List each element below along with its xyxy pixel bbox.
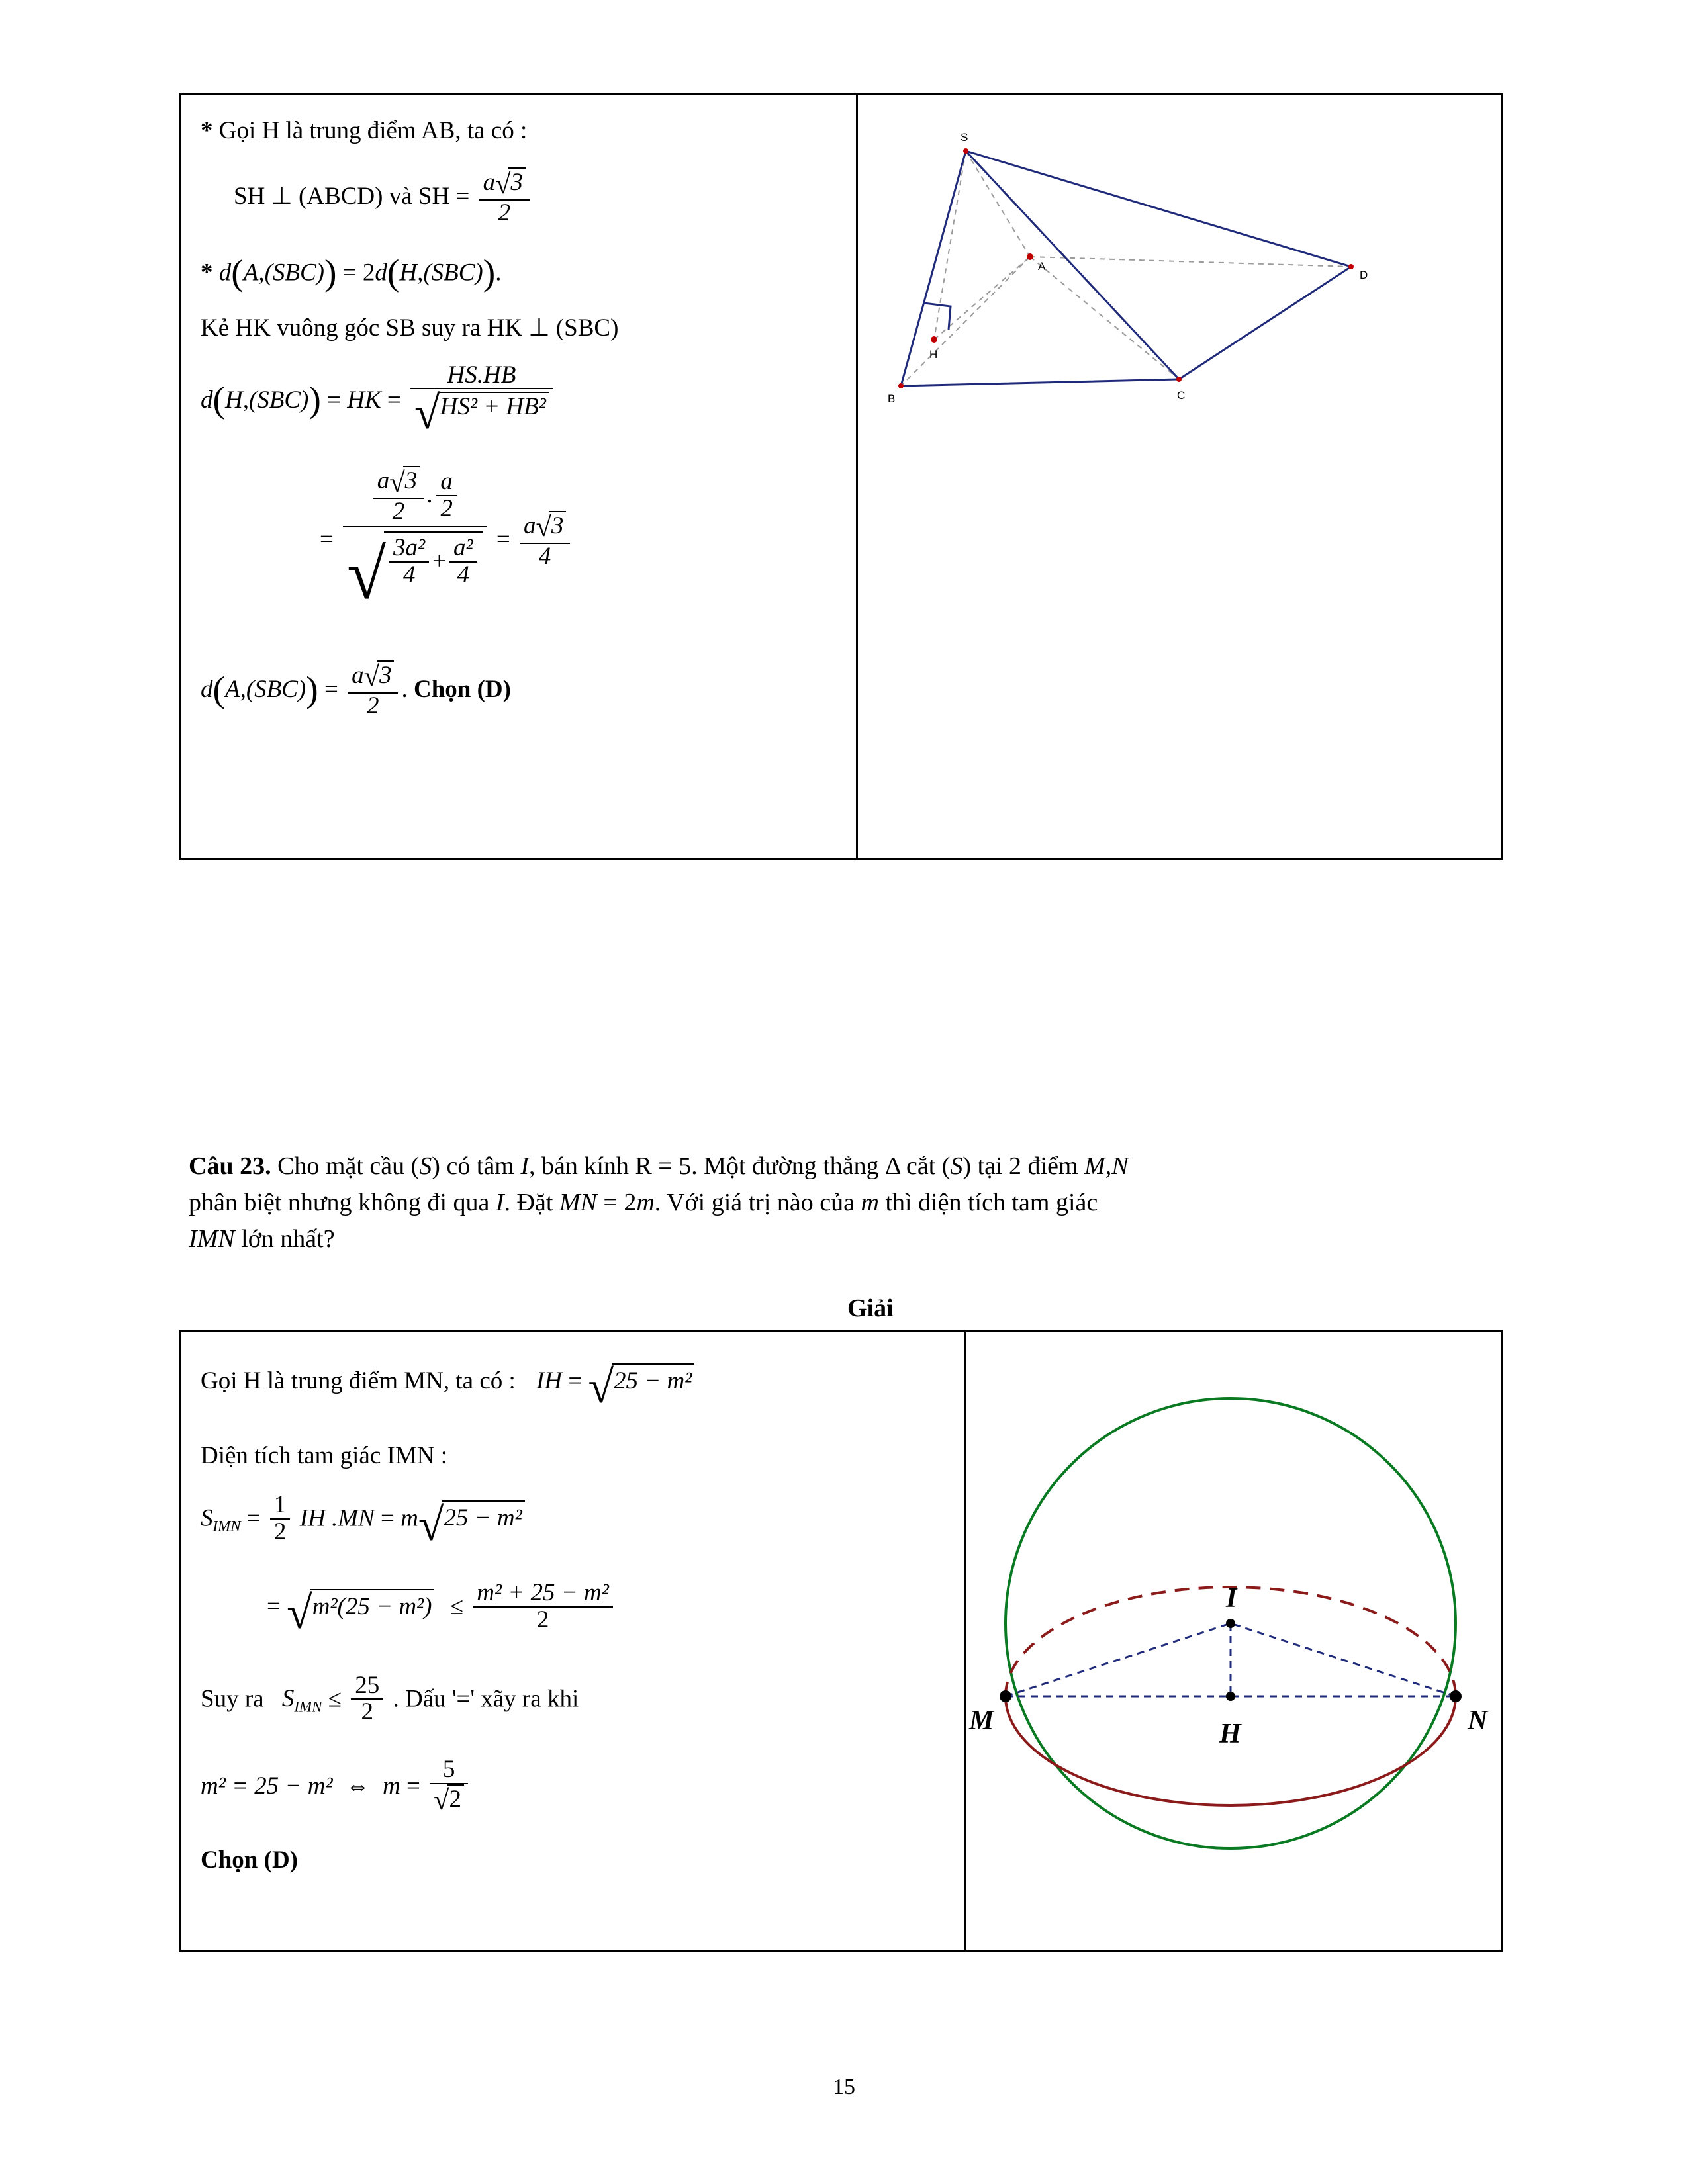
q-text-10: lớn nhất? [234,1225,335,1253]
big-frac [343,467,487,613]
eq-3: = [387,386,401,414]
den-amgm: 2 [473,1606,613,1633]
q-var-s2: S [950,1152,963,1180]
line-6 [320,469,836,614]
q-text-6: . Đặt [504,1189,559,1217]
b2-line-3 [201,1491,944,1554]
dot-mult: . [427,481,434,509]
svg-text:B: B [888,392,896,405]
sqrt-hs2-hb2: √HS² + HB² [414,389,549,438]
q-text-4: ) tại 2 điểm [962,1152,1085,1180]
q-text-8: . Với giá trị nào của [654,1189,861,1217]
den-2: 2 [436,495,457,522]
q-var-mn: M,N [1084,1152,1129,1180]
solution-box-2 [179,1330,1503,1952]
sqrt-arg-5: 3 [549,511,567,539]
le-sign-2: ≤ [328,1684,342,1712]
period: . [495,259,502,287]
sqrt-arg-b2: 25 − m² [442,1500,524,1533]
svg-text:C: C [1177,389,1186,402]
num-5 [520,511,570,543]
line-2 [234,169,836,228]
num-3: 3a² [393,534,426,562]
eq-6: = [324,675,338,703]
giai-heading: Giải [847,1295,894,1322]
q-text-3: , bán kính R = 5. Một đường thẳng Δ cắt ( [528,1152,951,1180]
solution-box-2-figure [966,1332,1501,1950]
var-a-3: a [523,512,536,539]
s-symbol: S [201,1504,213,1532]
frac-amgm [473,1580,613,1633]
sqrt-3: a√3 [483,167,526,199]
func-d-2: d [375,259,387,287]
frac-num [479,167,530,199]
frac-25-2 [351,1673,383,1726]
b2-eq-1: = [568,1367,583,1394]
s-symbol-2: S [281,1684,295,1712]
solution-box-2-text [181,1332,964,1950]
solution-box-1-text [181,95,856,858]
sphere-figure [966,1332,1501,1950]
num-25: 25 [355,1671,380,1699]
answer-choice-2: Chọn (D) [201,1846,298,1874]
b2-line-1 [201,1359,944,1417]
q-text-9: thì diện tích tam giác [878,1189,1098,1217]
cut-circle-solid [1006,1696,1456,1805]
q-text-5: phân biệt nhưng không đi qua [189,1189,496,1217]
eq-2: = [327,386,341,414]
m-term-2: m [383,1772,400,1800]
sqrt-arg-4 [384,531,483,590]
q-var-imn: IMN [189,1225,235,1253]
paren-open-4: ( [212,669,225,710]
func-d: d [218,259,232,287]
sqrt-arg-b1: 25 − m² [612,1363,694,1396]
b2-l5-post: . Dấu '=' xãy ra khi [393,1684,579,1712]
b2-eq-4: = [267,1592,281,1620]
sqrt-arg: 3 [508,167,526,196]
q-var-s: S [419,1152,432,1180]
m-term: m [400,1504,418,1532]
svg-text:A: A [1038,260,1046,273]
frac-aroot3-2 [373,466,424,525]
dashed-lines [901,151,1351,386]
sqrt-arg-2: HS² + HB² [438,392,549,420]
svg-text:D: D [1360,269,1368,281]
svg-text:I: I [1226,1583,1237,1614]
line-3 [201,250,836,296]
right-angle-marker [924,303,951,330]
paren-close-2: ) [483,253,496,294]
solution-box-1 [179,93,1503,860]
sqrt-3d: a√3 [352,660,394,692]
bullet-star-2: * [201,259,213,287]
frac-a2-4 [449,535,477,588]
q-var-m: m [636,1189,655,1217]
func-d-4: d [201,675,213,703]
sqrt-2: √2 [434,1784,464,1816]
eq-sign: = 2 [342,259,375,287]
d-arg-4: A,(SBC) [224,675,306,703]
sqrt-3b: a√3 [377,466,420,498]
solid-edges [901,151,1351,386]
num-h: 1 [273,1491,287,1519]
period-2: . [401,675,408,703]
paren-open-3: ( [212,380,225,421]
num-amgm: m² + 25 − m² [477,1579,609,1607]
b2-line-2: Diện tích tam giác IMN : [201,1441,447,1469]
sqrt-25-m2: √25 − m² [588,1359,694,1417]
sqrt-25-m2-b: √25 − m² [418,1496,525,1555]
line-1 [201,116,836,146]
ih-mn-term: IH .MN [299,1504,375,1532]
big-frac-den [343,526,487,613]
b2-line-6 [201,1758,944,1817]
s-subscript-2: IMN [294,1698,322,1715]
svg-text:M: M [969,1706,994,1736]
line-5 [201,361,836,440]
num-6 [348,660,398,692]
frac-a-2 [436,469,457,522]
den-4: 4 [449,561,477,588]
iff-sign: ⇔ [345,1772,370,1800]
frac-hshb [410,363,553,439]
d-arg-2: H,(SBC) [399,259,483,287]
var-a-2: a [377,467,390,495]
q-text-7: = 2 [596,1189,637,1217]
solution-box-1-figure [858,95,1501,858]
paren-close: ) [324,253,337,294]
frac-den: 2 [479,199,530,226]
q-var-m2: m [861,1189,879,1217]
frac-a-root3-over-2 [479,167,530,226]
func-d-3: d [201,386,213,414]
big-frac-num [343,467,487,526]
sqrt-sum: √ $\frac{\text{3a²}}{4}$ + $\frac{\text{a²}}{4}$ [347,531,483,613]
sqrt-3c: a√3 [524,511,566,543]
den-sqrt2 [430,1783,468,1816]
eq-4: = [320,525,334,553]
svg-text:N: N [1468,1706,1488,1736]
q-var-mn2: MN [559,1189,597,1217]
frac-num-2: HS.HB [447,361,516,388]
frac-den-2 [410,388,553,438]
b2-l1-text: Gọi H là trung điểm MN, ta có : [201,1367,516,1394]
q-text-2: ) có tâm [432,1152,521,1180]
den-6: 2 [348,692,398,719]
ih-term: IH [536,1367,563,1394]
sqrt-arg-b3: m²(25 − m²) [310,1589,435,1622]
sqrt-arg-b4: 2 [447,1784,465,1813]
q-var-i2: I [495,1189,504,1217]
eq-left: m² = 25 − m² [201,1772,333,1800]
sqrt-arg-6: 3 [377,660,395,689]
svg-text:H: H [929,348,938,361]
bullet-star: * [201,117,213,144]
answer-choice-1: Chọn (D) [413,675,511,703]
frac-result [520,511,570,570]
frac-3a2-4 [389,535,429,588]
paren-close-4: ) [306,669,318,710]
sqrt-arg-3: 3 [403,466,420,494]
le-sign: ≤ [449,1592,464,1620]
num-5b: 5 [442,1756,455,1784]
question-23 [189,1148,1688,1257]
frac-5-sqrt2 [430,1757,468,1816]
b2-eq-5: = [406,1772,420,1800]
line-2-text: SH ⊥ (ABCD) và SH = [234,183,470,210]
num-2: a [440,467,453,495]
figure-labels-2 [968,1583,1489,1749]
pyramid-figure [858,95,1500,858]
frac-final [348,660,398,719]
paren-open: ( [231,253,244,294]
b2-l5-pre: Suy ra [201,1684,264,1712]
den-3: 4 [389,561,429,588]
page-number: 15 [833,2075,855,2099]
b2-line-5 [201,1671,944,1727]
q-var-i: I [520,1152,529,1180]
b2-line-4 [267,1579,944,1642]
svg-text:H: H [1219,1719,1241,1749]
d-arg-3: H,(SBC) [224,386,309,414]
paren-open-2: ( [387,253,400,294]
paren-close-3: ) [308,380,321,421]
line-1-text: Gọi H là trung điểm AB, ta có : [218,117,528,144]
plus-sign: + [432,547,446,575]
den-h: 2 [270,1518,291,1545]
den-2b: 2 [351,1698,383,1725]
hk-term: HK [347,386,381,414]
svg-text:S: S [961,131,968,144]
question-number: Câu 23. [189,1152,271,1180]
b2-eq-3: = [380,1504,395,1532]
line-7 [201,662,836,721]
b2-eq-2: = [246,1504,261,1532]
d-arg-1: A,(SBC) [243,259,325,287]
var-a-4: a [352,662,364,690]
eq-5: = [496,525,510,553]
q-text-1: Cho mặt cầu ( [277,1152,420,1180]
num-4: a² [453,534,473,562]
var-a: a [483,169,496,197]
figure-points [898,148,1354,388]
frac-half [270,1492,291,1545]
den-5: 4 [520,543,570,570]
s-subscript: IMN [212,1518,241,1535]
triangle-imn [1006,1623,1456,1696]
den: 2 [373,498,424,525]
sqrt-m2-25-m2: √m²(25 − m²) [287,1584,434,1643]
num [373,466,424,498]
line-4: Kẻ HK vuông góc SB suy ra HK ⊥ (SBC) [201,314,619,342]
